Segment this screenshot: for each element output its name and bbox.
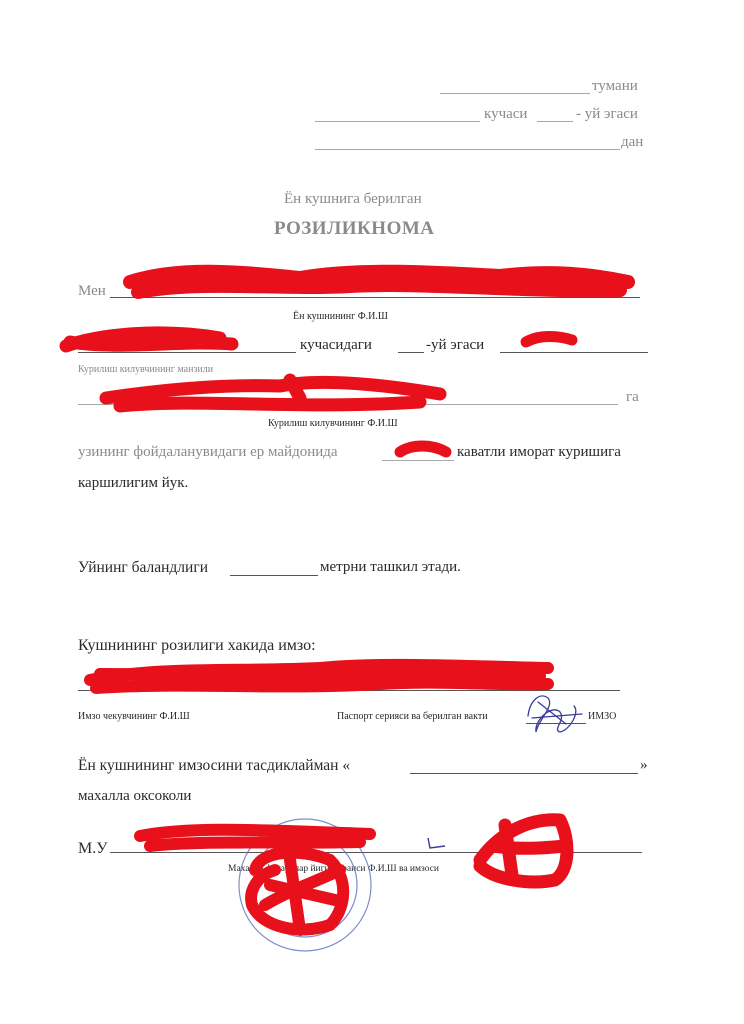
redaction-owner bbox=[526, 337, 572, 343]
from-suffix: дан bbox=[621, 134, 644, 150]
elder-label: махалла оксоколи bbox=[78, 788, 192, 804]
me-label: Мен bbox=[78, 283, 106, 299]
redaction-floors bbox=[400, 446, 446, 452]
consent-text-2: каватли иморат куришига bbox=[457, 444, 621, 460]
passport-caption: Паспорт серияси ва берилган вакти bbox=[337, 711, 488, 722]
height-text-1: Уйнинг баландлиги bbox=[78, 559, 208, 576]
builder-name-caption: Курилиш килувчининг Ф.И.Ш bbox=[268, 418, 398, 429]
house-owner-suffix: - уй эгаси bbox=[576, 106, 638, 122]
builder-address-caption: Курилиш килувчининг манзили bbox=[78, 364, 214, 375]
mu-label: М.У bbox=[78, 840, 108, 857]
confirm-close-quote: » bbox=[640, 757, 648, 773]
street-label: кучасидаги bbox=[300, 337, 372, 353]
ga-suffix: га bbox=[626, 389, 639, 405]
passport-signature bbox=[528, 696, 582, 732]
redaction-chair-name bbox=[140, 830, 370, 846]
confirm-text: Ён кушнининг имзосини тасдиклайман « bbox=[78, 757, 351, 774]
redaction-street bbox=[66, 333, 232, 346]
redaction-builder-name bbox=[106, 380, 440, 406]
redaction-neighbor-name bbox=[130, 272, 628, 292]
signature-heading: Кушнининг розилиги хакида имзо: bbox=[78, 637, 316, 654]
chair-caption: Махалла фукаролар йигини раиси Ф.И.Ш ва имзоси bbox=[228, 864, 439, 874]
page-title: РОЗИЛИКНОМА bbox=[274, 218, 435, 239]
signer-caption: Имзо чекувчининг Ф.И.Ш bbox=[78, 711, 190, 722]
consent-text-1: узининг фойдаланувидаги ер майдонида bbox=[78, 444, 338, 460]
redaction-stamp bbox=[251, 853, 343, 930]
neighbor-name-caption: Ён кушнининг Ф.И.Ш bbox=[293, 311, 388, 322]
redaction-signer bbox=[90, 665, 548, 688]
street-suffix: кучаси bbox=[484, 106, 528, 122]
redaction-chair-signature bbox=[480, 820, 567, 882]
district-suffix: тумани bbox=[592, 78, 638, 94]
ink-mark bbox=[428, 838, 445, 848]
intro-text: Ён кушнига берилган bbox=[284, 191, 422, 207]
house-owner-label: -уй эгаси bbox=[426, 337, 485, 353]
height-text-2: метрни ташкил этади. bbox=[320, 559, 461, 575]
consent-text-3: каршилигим йук. bbox=[78, 475, 189, 491]
sign-caption: ИМЗО bbox=[588, 711, 617, 722]
